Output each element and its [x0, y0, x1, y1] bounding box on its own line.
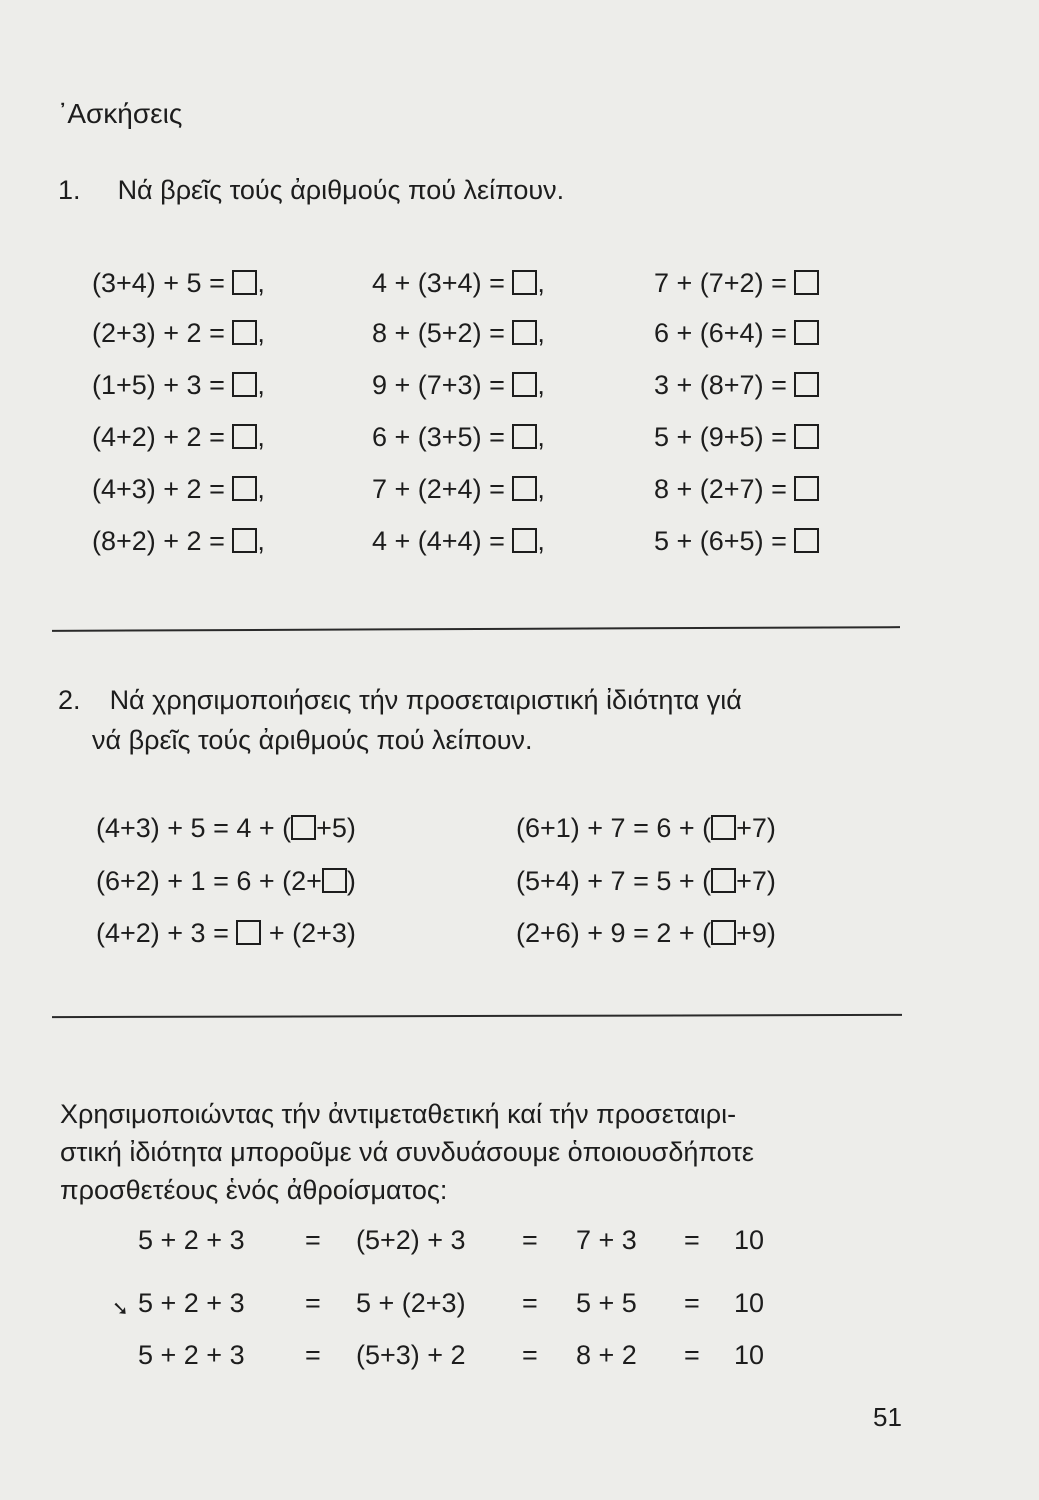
answer-box[interactable] — [794, 320, 819, 345]
answer-box[interactable] — [711, 868, 736, 893]
comma: , — [257, 268, 265, 298]
divider — [52, 626, 900, 632]
answer-box[interactable] — [512, 270, 537, 295]
equation-text: (2+6) + 9 = 2 + ( — [516, 918, 712, 948]
paragraph-line: Χρησιμοποιώντας τήν ἀντιμεταθετική καί τήν προσεταιρι- — [60, 1099, 737, 1129]
equation-text: 4 + (4+4) = — [372, 526, 505, 556]
equation-text: 9 + (7+3) = — [372, 370, 505, 400]
exercise1-title — [58, 170, 564, 210]
equation-text: (4+3) + 2 = — [92, 474, 225, 504]
equation-text: +5) — [316, 813, 356, 843]
equation-text: (4+2) + 3 = — [96, 918, 229, 948]
answer-box[interactable] — [794, 476, 819, 501]
answer-box[interactable] — [711, 815, 736, 840]
comma: , — [257, 474, 265, 504]
equation-text: 7 + (2+4) = — [372, 474, 505, 504]
comma: , — [537, 370, 545, 400]
paragraph-line: στική ἰδιότητα μποροῦμε νά συνδυάσουμε ὁποιουσδήποτε — [60, 1137, 754, 1167]
exercise1-equation — [92, 422, 265, 453]
exercise2-instruction-line1: Νά χρησιμοποιήσεις τήν προσεταιριστική ἰδιότητα γιά — [109, 685, 742, 715]
exercise1-equation — [654, 370, 819, 401]
equation-text: 3 + (8+7) = — [654, 370, 787, 400]
equation-text: (3+4) + 5 = — [92, 268, 225, 298]
equation-text: ) — [346, 866, 356, 896]
exercise1-equation — [372, 370, 545, 401]
exercise2-equation — [96, 866, 356, 897]
comma: , — [537, 422, 545, 452]
comma: , — [537, 268, 545, 298]
exercise1-equation — [654, 474, 819, 505]
sum-cell: = — [305, 1288, 321, 1318]
answer-box[interactable] — [794, 270, 819, 295]
exercise1-equation — [654, 318, 819, 349]
answer-box[interactable] — [794, 424, 819, 449]
exercise1-instruction: Νά βρεῖς τούς ἀριθμούς πού λείπουν. — [117, 175, 565, 205]
answer-box[interactable] — [794, 528, 819, 553]
answer-box[interactable] — [232, 424, 257, 449]
exercise2-equation — [516, 866, 776, 897]
equation-text: 7 + (7+2) = — [654, 268, 787, 298]
equation-text: (8+2) + 2 = — [92, 526, 225, 556]
exercise1-equation — [92, 474, 265, 505]
comma: , — [257, 526, 265, 556]
explanation-paragraph — [60, 1095, 940, 1209]
comma: , — [537, 318, 545, 348]
sum-cell: 5 + 5 — [576, 1288, 637, 1318]
answer-box[interactable] — [512, 372, 537, 397]
sum-cell: 5 + (2+3) — [356, 1288, 466, 1318]
answer-box[interactable] — [232, 372, 257, 397]
answer-box[interactable] — [236, 920, 261, 945]
sum-cell: = — [305, 1225, 321, 1255]
sum-cell: 10 — [734, 1340, 765, 1370]
exercise1-equation — [92, 526, 265, 557]
exercise1-equation — [92, 268, 265, 299]
sum-cell: = — [305, 1340, 321, 1370]
answer-box[interactable] — [512, 528, 537, 553]
equation-text: 8 + (5+2) = — [372, 318, 505, 348]
equation-text: 5 + (6+5) = — [654, 526, 787, 556]
answer-box[interactable] — [711, 920, 736, 945]
answer-box[interactable] — [512, 476, 537, 501]
paragraph-line: προσθετέους ἑνός ἀθροίσματος: — [60, 1175, 448, 1205]
exercise1-equation — [654, 268, 819, 299]
equation-text: +7) — [736, 866, 776, 896]
exercise2-equation — [516, 918, 776, 949]
comma: , — [257, 370, 265, 400]
exercise2-equation — [96, 813, 356, 844]
sum-cell: = — [684, 1340, 700, 1370]
equation-text: (6+1) + 7 = 6 + ( — [516, 813, 712, 843]
sum-cell: = — [522, 1225, 538, 1255]
divider — [52, 1014, 902, 1018]
exercise2-number: 2. — [58, 685, 81, 715]
exercise1-equation — [372, 318, 545, 349]
exercise1-equation — [372, 422, 545, 453]
answer-box[interactable] — [794, 372, 819, 397]
equation-text: 8 + (2+7) = — [654, 474, 787, 504]
stray-mark-icon: ➘ — [112, 1298, 129, 1320]
exercise1-equation — [92, 318, 265, 349]
exercise2-equation — [516, 813, 776, 844]
equation-text: 5 + (9+5) = — [654, 422, 787, 452]
exercise1-equation — [654, 422, 819, 453]
answer-box[interactable] — [232, 320, 257, 345]
equation-text: +9) — [736, 918, 776, 948]
comma: , — [257, 422, 265, 452]
exercise1-equation — [372, 268, 545, 299]
comma: , — [537, 474, 545, 504]
sum-cell: 7 + 3 — [576, 1225, 637, 1255]
exercise2-instruction-line2: νά βρεῖς τούς ἀριθμούς πού λείπουν. — [92, 725, 533, 755]
exercise1-equation — [92, 370, 265, 401]
equation-text: (5+4) + 7 = 5 + ( — [516, 866, 712, 896]
answer-box[interactable] — [512, 320, 537, 345]
answer-box[interactable] — [322, 868, 347, 893]
sum-cell: (5+2) + 3 — [356, 1225, 466, 1255]
sum-cell: = — [684, 1225, 700, 1255]
answer-box[interactable] — [512, 424, 537, 449]
exercise1-equation — [372, 526, 545, 557]
sum-cell: 5 + 2 + 3 — [138, 1288, 245, 1318]
sum-cell: = — [684, 1288, 700, 1318]
sum-cell: = — [522, 1340, 538, 1370]
answer-box[interactable] — [232, 528, 257, 553]
exercise1-number: 1. — [58, 175, 81, 205]
answer-box[interactable] — [232, 476, 257, 501]
equation-text: 6 + (6+4) = — [654, 318, 787, 348]
sum-cell: 5 + 2 + 3 — [138, 1225, 245, 1255]
equation-text: 4 + (3+4) = — [372, 268, 505, 298]
equation-text: 6 + (3+5) = — [372, 422, 505, 452]
exercise1-equation — [654, 526, 819, 557]
exercise2-title — [58, 680, 742, 720]
equation-text: +7) — [736, 813, 776, 843]
sum-cell: 10 — [734, 1225, 765, 1255]
equation-text: (1+5) + 3 = — [92, 370, 225, 400]
answer-box[interactable] — [291, 815, 316, 840]
sum-cell: (5+3) + 2 — [356, 1340, 466, 1370]
exercise1-equation — [372, 474, 545, 505]
comma: , — [257, 318, 265, 348]
answer-box[interactable] — [232, 270, 257, 295]
sum-cell: 10 — [734, 1288, 765, 1318]
section-heading: ᾿Ασκήσεις — [58, 98, 183, 129]
equation-text: (6+2) + 1 = 6 + (2+ — [96, 866, 322, 896]
equation-text: (4+2) + 2 = — [92, 422, 225, 452]
equation-text: + (2+3) — [261, 918, 356, 948]
equation-text: (2+3) + 2 = — [92, 318, 225, 348]
equation-text: (4+3) + 5 = 4 + ( — [96, 813, 292, 843]
exercise2-equation — [96, 918, 356, 949]
comma: , — [537, 526, 545, 556]
sum-cell: 8 + 2 — [576, 1340, 637, 1370]
sum-cell: 5 + 2 + 3 — [138, 1340, 245, 1370]
page-number: 51 — [873, 1402, 902, 1432]
sum-cell: = — [522, 1288, 538, 1318]
